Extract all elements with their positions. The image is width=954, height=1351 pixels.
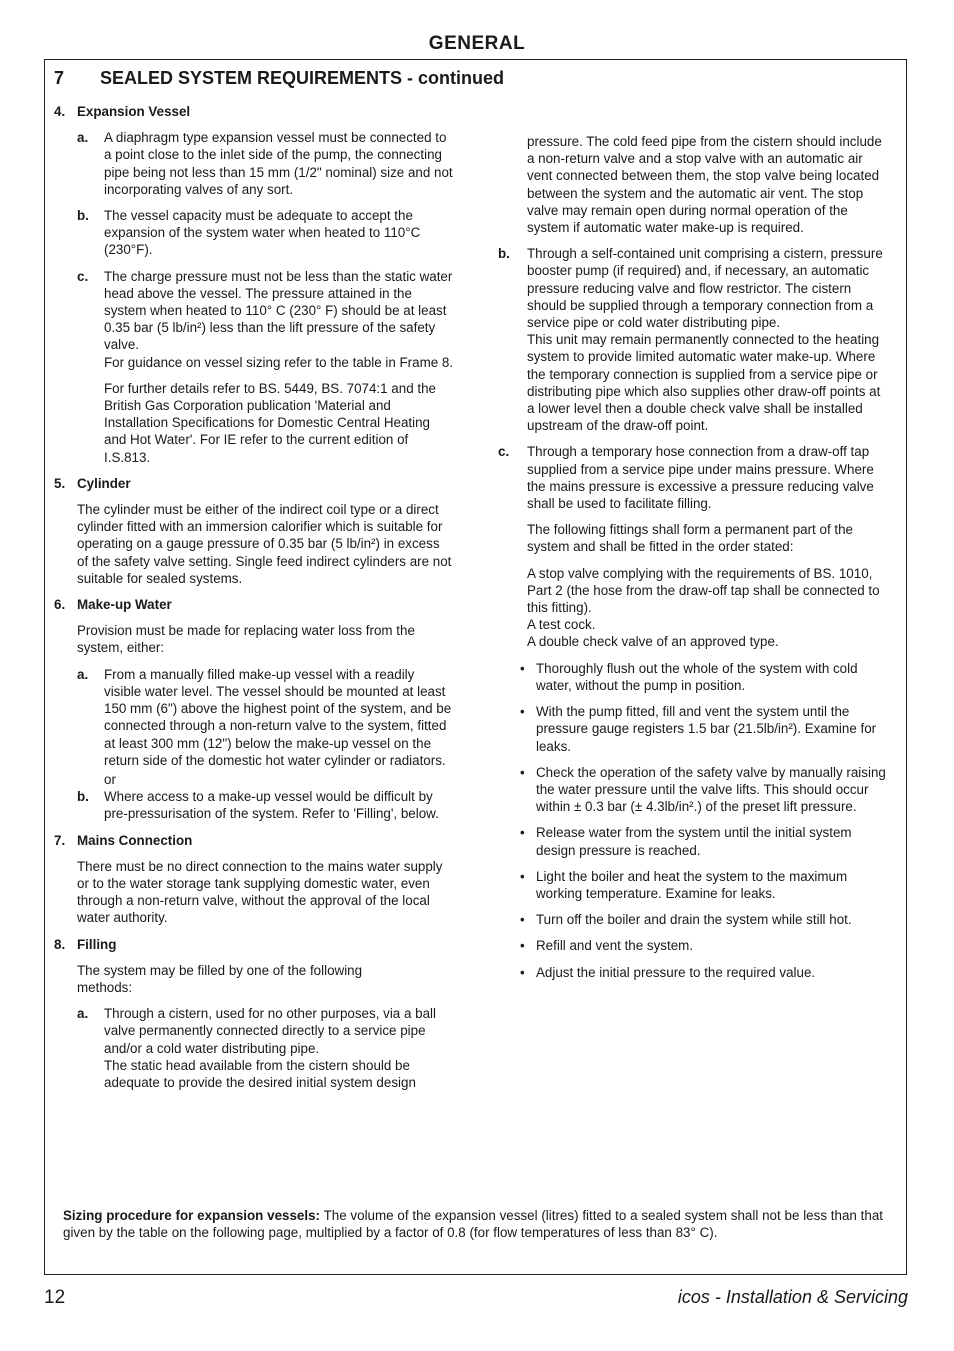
bullet-item xyxy=(498,824,888,858)
item-label: a. xyxy=(77,666,89,682)
list-item xyxy=(498,443,888,512)
fittings-list xyxy=(498,565,888,651)
further-details: For further details refer to BS. 5449, BS. 7074:1 and the British Gas Corporation publication 'Material and Installation Specifications for Domestic Central Heating and Hot Water'. For IE refer to the current edition of I.S.813. xyxy=(104,380,436,465)
item-text: Through a self-contained unit comprising a cistern, pressure booster pump (if required) and, if necessary, an automatic pressure reducing valve and flow restrictor. The cistern should be supplied through a temporary connection from a service pipe or cold water distributing pipe. xyxy=(527,246,883,331)
item-label: c. xyxy=(498,444,510,460)
heading-make-up-water xyxy=(54,596,454,613)
bullet-icon: • xyxy=(520,964,525,980)
bullet-text: Release water from the system until the initial system design pressure is reached. xyxy=(536,825,852,858)
heading-expansion-vessel xyxy=(54,103,454,120)
filling-continued: pressure. The cold feed pipe from the cistern should include a non-return valve and a stop valve with an automatic air vent connected between them, the stop valve being located between the system and the automatic air vent. The stop valve may remain open during normal operation of the system if automatic water make-up is required. xyxy=(527,134,882,236)
item-label: a. xyxy=(77,1006,89,1022)
bullet-icon: • xyxy=(520,825,525,841)
bullet-icon: • xyxy=(520,912,525,928)
bullet-text: With the pump fitted, fill and vent the system until the pressure gauge registers 1.5 bar (21.5lb/in²). Examine for leaks. xyxy=(536,704,877,754)
item-text: The vessel capacity must be adequate to accept the expansion of the system water when heated to 110°C (230°F). xyxy=(104,208,421,258)
section-heading: SEALED SYSTEM REQUIREMENTS - continued xyxy=(100,68,505,88)
heading-text: Expansion Vessel xyxy=(77,104,191,119)
heading-number: 4. xyxy=(54,104,66,119)
bullet-item xyxy=(498,937,888,954)
bullet-text: Adjust the initial pressure to the required value. xyxy=(536,964,816,980)
item-label: b. xyxy=(77,208,89,224)
item-text: From a manually filled make-up vessel with a readily visible water level. The vessel should be mounted at least 150 mm (6") above the highest point of the system, and be connected through a non-return valve to the system, fitted at least 300 mm (12") below the make-up vessel on the return side of the domestic hot water cylinder or radiators. xyxy=(104,666,452,768)
make-up-intro: Provision must be made for replacing water loss from the system, either: xyxy=(77,623,415,656)
list-item xyxy=(54,207,454,259)
filling-intro: The system may be filled by one of the following methods: xyxy=(77,962,363,995)
or-text: or xyxy=(104,771,116,787)
item-label: a. xyxy=(77,130,89,146)
item-text: Through a cistern, used for no other purposes, via a ball valve permanently connected directly to a service pipe and/or a cold water distributing pipe. xyxy=(104,1006,436,1056)
item-text: The static head available from the cistern should be adequate to provide the desired initial system design xyxy=(104,1057,416,1090)
fittings-intro: The following fittings shall form a permanent part of the system and shall be fitted in the order stated: xyxy=(527,522,854,555)
bullet-text: Refill and vent the system. xyxy=(536,938,694,954)
note-text: The volume of the expansion vessel (litres) fitted to a sealed system shall not be less than that given by the table on the following page, multiplied by a factor of 0.8 (for flow temperatures of less than 83° C). xyxy=(63,1208,883,1241)
item-label: b. xyxy=(77,789,89,805)
bullet-item xyxy=(498,660,888,694)
bullet-icon: • xyxy=(520,764,525,780)
heading-number: 5. xyxy=(54,475,66,491)
sizing-note xyxy=(63,1207,883,1241)
heading-text: Mains Connection xyxy=(77,832,193,848)
item-text: A diaphragm type expansion vessel must be connected to a point close to the inlet side of the pump, the connecting pipe being not less than 15 mm (1/2" nominal) size and not incorporating valves of any sort. xyxy=(104,130,453,197)
footer-title: icos - Installation & Servicing xyxy=(677,1287,908,1307)
section-title xyxy=(54,68,504,89)
section-number: 7 xyxy=(54,68,65,88)
heading-number: 7. xyxy=(54,832,66,848)
cylinder-text: The cylinder must be either of the indirect coil type or a direct cylinder fitted with an immersion calorifier which is suitable for operating on a gauge pressure of 0.35 bar (5 lb/in²) in excess of the safety valve setting. Single feed indirect cylinders are not suitable for sealed systems. xyxy=(77,502,452,586)
item-text: The charge pressure must not be less than the static water head above the vessel. The pressure attained in the system when heated to 110° C (230° F) should be at least 0.35 bar (5 lb/in²) less than the lift pressure of the safety valve. xyxy=(104,268,453,353)
bullet-icon: • xyxy=(520,868,525,884)
bullet-item xyxy=(498,911,888,928)
bullet-item xyxy=(498,964,888,981)
list-item xyxy=(498,245,888,434)
heading-text: Cylinder xyxy=(77,475,131,491)
heading-cylinder xyxy=(54,475,454,492)
item-text: Through a temporary hose connection from a draw-off tap supplied from a service pipe under mains pressure. Where the mains pressure is excessive a pressure reducing valve shall be used to facilitate filling. xyxy=(527,444,874,512)
bullet-text: Light the boiler and heat the system to the maximum working temperature. Examine for leaks. xyxy=(536,868,848,901)
list-item xyxy=(54,1005,454,1091)
item-text: This unit may remain permanently connected to the heating system to provide limited automatic water make-up. Where the temporary connection is supplied from a service pipe or distributing pipe which also supplies other draw-off points at a lower level then a double check valve shall be installed upstream of the draw-off point. xyxy=(527,332,881,434)
heading-number: 8. xyxy=(54,936,66,952)
bullet-icon: • xyxy=(520,938,525,954)
bullet-text: Turn off the boiler and drain the system while still hot. xyxy=(536,912,852,928)
heading-text: Make-up Water xyxy=(77,597,172,613)
heading-number: 6. xyxy=(54,597,66,613)
mains-text: There must be no direct connection to the mains water supply or to the water storage tank supplying domestic water, even through a non-return valve, without the approval of the local water authority. xyxy=(77,858,443,926)
list-item xyxy=(54,666,454,769)
note-heading: Sizing procedure for expansion vessels: xyxy=(63,1208,321,1223)
bullet-icon: • xyxy=(520,660,525,676)
list-item xyxy=(54,788,454,822)
heading-filling xyxy=(54,936,454,953)
fitting-item: A test cock. xyxy=(527,617,596,633)
list-item xyxy=(54,129,454,198)
item-text: For guidance on vessel sizing refer to the table in Frame 8. xyxy=(104,354,454,370)
page-header: GENERAL xyxy=(428,33,526,54)
bullet-item xyxy=(498,764,888,816)
bullet-text: Check the operation of the safety valve by manually raising the water pressure until the valve lifts. This should occur within ± 0.3 bar (± 4.3lb/in².) of the preset lift pressure. xyxy=(536,764,886,815)
bullet-item xyxy=(498,703,888,755)
fitting-item: A stop valve complying with the requirements of BS. 1010, Part 2 (the hose from the draw-off tap shall be connected to this fitting). xyxy=(527,565,880,616)
fitting-item: A double check valve of an approved type. xyxy=(527,634,779,650)
right-column xyxy=(498,133,888,990)
item-label: b. xyxy=(498,246,510,262)
bullet-icon: • xyxy=(520,704,525,720)
heading-text: Filling xyxy=(77,936,117,952)
page-number: 12 xyxy=(44,1287,66,1308)
item-label: c. xyxy=(77,268,89,284)
heading-mains-connection xyxy=(54,832,454,849)
left-column xyxy=(54,103,454,1100)
list-item xyxy=(54,268,454,371)
bullet-text: Thoroughly flush out the whole of the system with cold water, without the pump in position. xyxy=(536,660,858,693)
bullet-item xyxy=(498,868,888,902)
item-text: Where access to a make-up vessel would be difficult by pre-pressurisation of the system. Refer to 'Filling', below. xyxy=(104,789,439,822)
